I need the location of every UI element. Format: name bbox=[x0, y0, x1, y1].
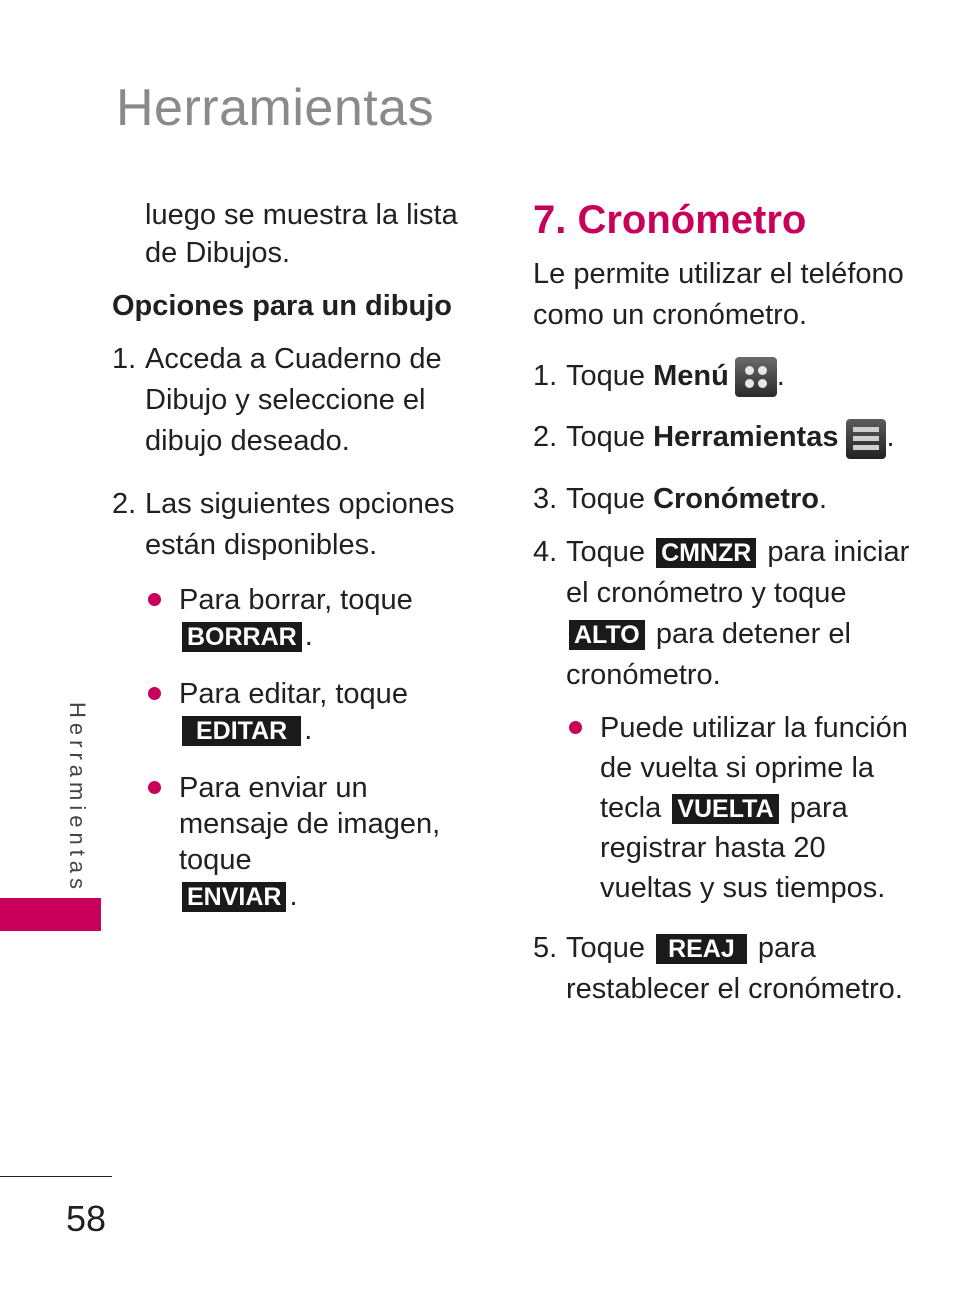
step-number: 4. bbox=[533, 535, 558, 568]
step-text: Toque bbox=[566, 931, 646, 964]
period: . bbox=[304, 620, 313, 652]
side-tab-label: Herramientas bbox=[65, 702, 90, 895]
period: . bbox=[304, 714, 313, 746]
subheading: Opciones para un dibujo bbox=[112, 290, 452, 322]
period: . bbox=[776, 360, 785, 392]
stopwatch-label: Cronómetro bbox=[653, 482, 820, 515]
bullet-icon bbox=[148, 593, 161, 606]
bullet-icon bbox=[148, 687, 161, 700]
tools-icon[interactable] bbox=[846, 419, 886, 459]
step-text: Toque bbox=[566, 421, 646, 454]
enviar-key[interactable]: ENVIAR bbox=[182, 882, 286, 912]
step-item bbox=[533, 928, 913, 1010]
step-number: 3. bbox=[533, 482, 558, 515]
alto-key[interactable]: ALTO bbox=[569, 620, 645, 650]
step-number: 1. bbox=[533, 360, 558, 392]
bullet-icon bbox=[148, 781, 161, 794]
side-tab-marker bbox=[0, 898, 101, 931]
page-number: 58 bbox=[66, 1198, 107, 1239]
section-title: 7. Cronómetro bbox=[533, 198, 807, 242]
cmnzr-key[interactable]: CMNZR bbox=[656, 538, 756, 568]
step-text: Toque bbox=[566, 482, 646, 515]
tools-label: Herramientas bbox=[653, 421, 839, 454]
list-item bbox=[145, 770, 482, 914]
section-intro: Le permite utilizar el teléfono como un cronómetro. bbox=[533, 258, 904, 331]
period: . bbox=[886, 421, 895, 454]
period: . bbox=[289, 880, 298, 912]
step-number: 5. bbox=[533, 931, 558, 964]
page-title: Herramientas bbox=[116, 79, 435, 137]
right-column bbox=[533, 196, 913, 1032]
step-text: Las siguientes opciones están disponibles. bbox=[145, 488, 455, 561]
bullet-text: Para editar, toque bbox=[179, 678, 408, 710]
options-list bbox=[112, 582, 482, 914]
footer-divider bbox=[0, 1176, 112, 1177]
list-item bbox=[145, 676, 482, 748]
step-number: 2. bbox=[112, 488, 137, 520]
period: . bbox=[819, 482, 828, 515]
vuelta-key[interactable]: VUELTA bbox=[672, 794, 778, 824]
menu-grid-icon[interactable] bbox=[735, 357, 777, 397]
step-number: 1. bbox=[112, 343, 137, 375]
step-number: 2. bbox=[533, 421, 558, 454]
step-item bbox=[112, 484, 482, 566]
step-text: Acceda a Cuaderno de Dibujo y seleccione el dibujo deseado. bbox=[145, 343, 442, 457]
step-item bbox=[112, 339, 482, 462]
list-item bbox=[145, 582, 482, 654]
bullet-text: para registrar hasta 20 vueltas y sus tiempos. bbox=[600, 791, 886, 904]
bullet-text: Para enviar un mensaje de imagen, toque bbox=[179, 772, 441, 876]
intro-text: luego se muestra la lista de Dibujos. bbox=[145, 199, 458, 269]
step-item bbox=[533, 356, 913, 397]
step-text: para iniciar el cronómetro y toque bbox=[566, 535, 910, 609]
list-item bbox=[566, 708, 913, 908]
borrar-key[interactable]: BORRAR bbox=[182, 622, 302, 652]
step-item bbox=[533, 417, 913, 458]
step-text: para restablecer el cronómetro. bbox=[566, 931, 903, 1005]
step-text: Toque bbox=[566, 360, 646, 392]
lap-note bbox=[533, 708, 913, 908]
step-item bbox=[533, 532, 913, 696]
reaj-key[interactable]: REAJ bbox=[656, 934, 747, 964]
step-text: Toque bbox=[566, 535, 646, 568]
step-item bbox=[533, 479, 913, 520]
left-column bbox=[112, 196, 482, 928]
bullet-text: Puede utilizar la función de vuelta si oprime la tecla bbox=[600, 711, 908, 824]
step-text: para detener el cronómetro. bbox=[566, 617, 851, 691]
menu-label: Menú bbox=[653, 360, 729, 392]
bullet-icon bbox=[569, 721, 582, 734]
bullet-text: Para borrar, toque bbox=[179, 584, 413, 616]
editar-key[interactable]: EDITAR bbox=[182, 716, 301, 746]
